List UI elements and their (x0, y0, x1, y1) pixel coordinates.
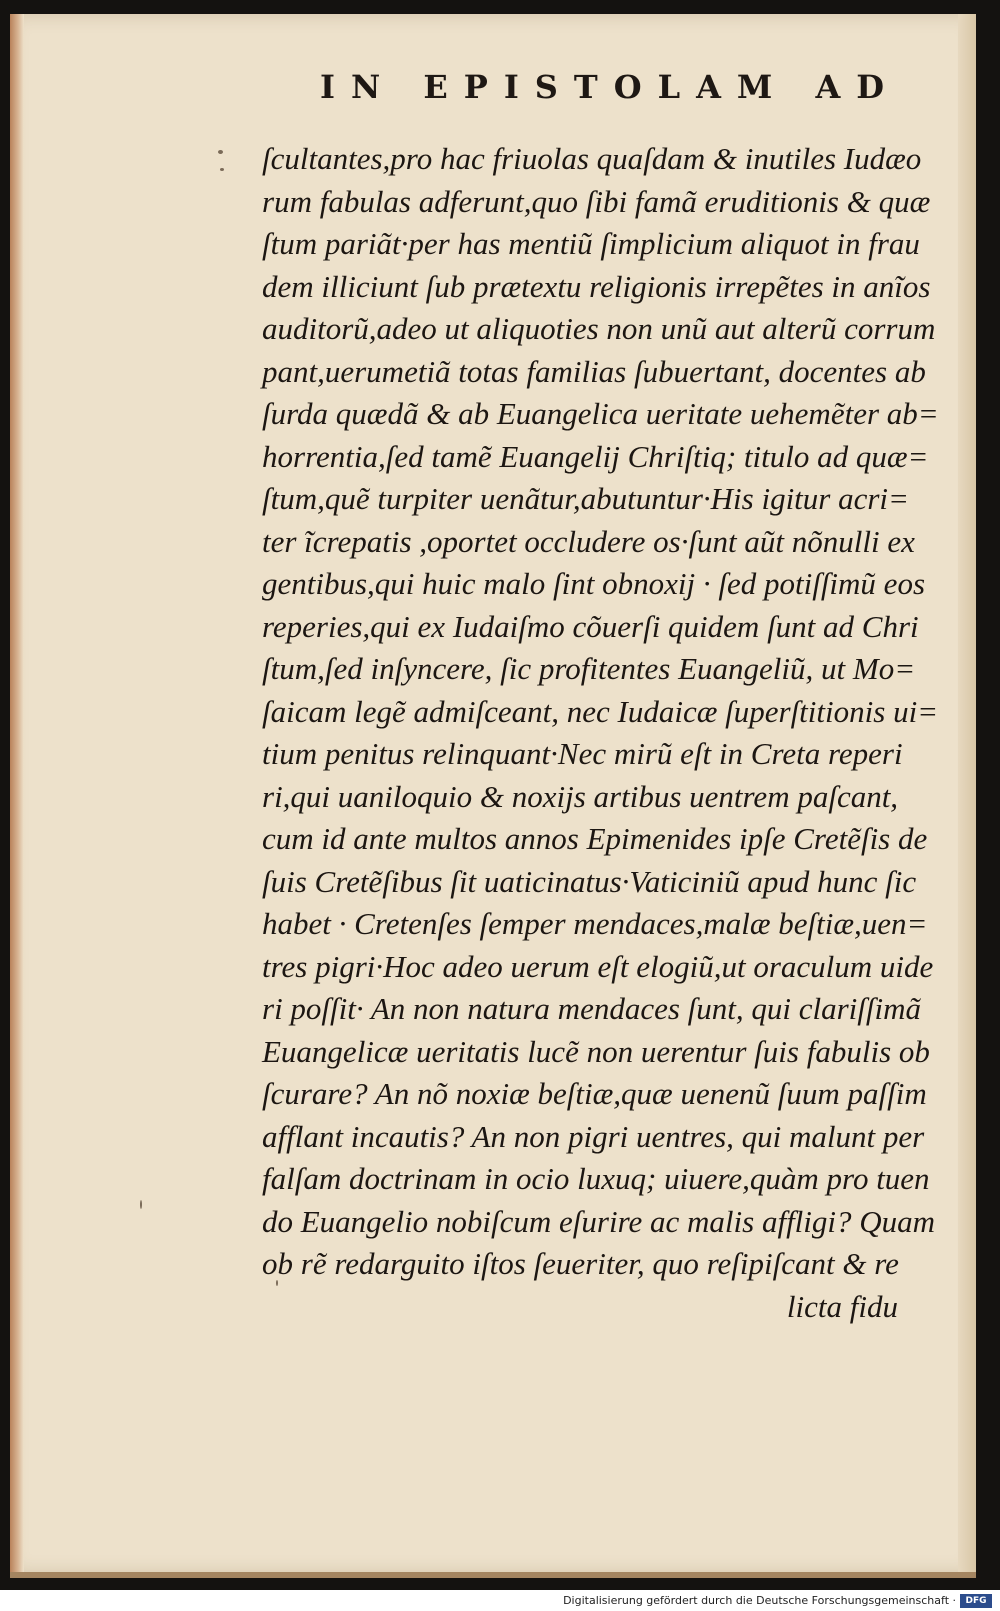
text-line: rum fabulas adferunt,quo ſibi famã eruditionis & quæ (262, 183, 931, 219)
text-line: ri,qui uaniloquio & noxijs artibus uentrem paſcant, (262, 778, 899, 814)
catchword: licta fidu (786, 1288, 898, 1324)
ink-speck (218, 150, 223, 154)
body-text (262, 138, 950, 1328)
text-line: Euangelicæ ueritatis lucẽ non uerentur ſuis fabulis ob (262, 1033, 930, 1069)
text-line: afflant incautis? An non pigri uentres, qui malunt per (262, 1118, 925, 1154)
page-bottom-edge (10, 1572, 976, 1578)
ink-speck (140, 1200, 142, 1209)
text-line: reperies,qui ex Iudaiſmo cõuerſi quidem ſunt ad Chri (262, 608, 919, 644)
text-line: horrentia,ſed tamẽ Euangelij Chriſtiq; titulo ad quæ= (262, 438, 929, 474)
text-line: do Euangelio nobiſcum eſurire ac malis affligi? Quam (262, 1203, 936, 1239)
text-line: ſcurare? An nõ noxiæ beſtiæ,quæ uenenũ ſuum paſſim (262, 1076, 927, 1111)
text-line: falſam doctrinam in ocio luxuq; uiuere,quàm pro tuen (262, 1161, 930, 1196)
text-line: ri poſſit· An non natura mendaces ſunt, qui clariſſimã (262, 991, 922, 1026)
text-line: auditorũ,adeo ut aliquoties non unũ aut alterũ corrum (262, 311, 936, 346)
text-line: pant,uerumetiã totas familias ſubuertant, docentes ab (262, 353, 926, 389)
text-line: ſaicam legẽ admiſceant, nec Iudaicæ ſuperſtitionis ui= (262, 693, 939, 729)
text-line: dem illiciunt ſub prætextu religionis irrepẽtes in anĩos (262, 268, 931, 304)
page-fore-edge (958, 14, 976, 1574)
text-line: ſtum,ſed inſyncere, ſic profitentes Euangeliũ, ut Mo= (262, 651, 916, 686)
text-line: ſtum pariãt·per has mentiũ ſimplicium aliquot in frau (262, 226, 920, 261)
text-line: ſtum,quẽ turpiter uenãtur,abutuntur·His igitur acri= (262, 481, 909, 516)
text-line: ſurda quædã & ab Euangelica ueritate uehemẽter ab= (262, 396, 939, 431)
text-line: ſcultantes,pro hac friuolas quaſdam & inutiles Iudæo (262, 141, 922, 176)
text-line: habet · Cretenſes ſemper mendaces,malæ beſtiæ,uen= (262, 906, 928, 941)
ink-speck (220, 168, 224, 171)
running-head: IN EPISTOLAM AD (320, 68, 901, 106)
dfg-logo: DFG (960, 1594, 992, 1608)
page-gutter-shadow (10, 14, 24, 1574)
text-line: ter ĩcrepatis ,oportet occludere os·ſunt aũt nõnulli ex (262, 523, 915, 559)
text-line: ob rẽ redarguito iſtos ſeueriter, quo reſipiſcant & re (262, 1246, 899, 1281)
text-line: tium penitus relinquant·Nec mirũ eſt in Creta reperi (262, 736, 903, 771)
text-line: ſuis Cretẽſibus ſit uaticinatus·Vaticiniũ apud hunc ſic (262, 863, 917, 899)
text-line: tres pigri·Hoc adeo uerum eſt elogiũ,ut oraculum uide (262, 948, 934, 984)
digitization-footer (0, 1592, 1000, 1611)
text-line: cum id ante multos annos Epimenides ipſe Cretẽſis de (262, 821, 928, 856)
funding-credit: Digitalisierung gefördert durch die Deutsche Forschungsgemeinschaft · (563, 1594, 956, 1607)
text-line: gentibus,qui huic malo ſint obnoxij · ſed potiſſimũ eos (262, 566, 926, 601)
